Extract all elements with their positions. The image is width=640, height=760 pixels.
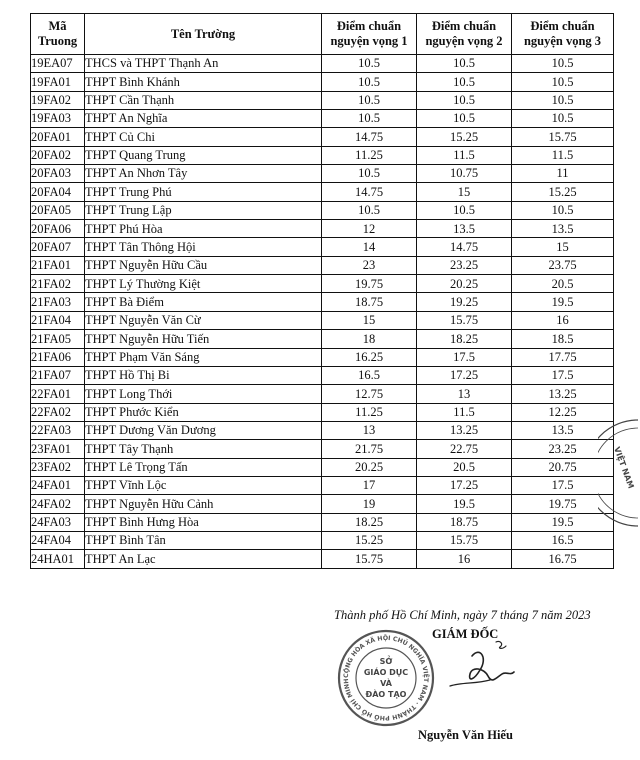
- school-name-cell: THPT Nguyễn Hữu Cảnh: [85, 495, 322, 513]
- table-row: [31, 385, 614, 403]
- table-row: [31, 550, 614, 568]
- signer-name: Nguyễn Văn Hiếu: [418, 728, 513, 742]
- school-code-cell: 20FA03: [31, 165, 85, 183]
- school-name-cell: THPT Trung Lập: [85, 201, 322, 219]
- score-nv1-cell: 18.75: [322, 293, 417, 311]
- school-name-cell: THPT Lý Thường Kiệt: [85, 275, 322, 293]
- table-row: [31, 165, 614, 183]
- side-seal-fragment: [598, 418, 640, 528]
- school-name-cell: THPT Tây Thạnh: [85, 440, 322, 458]
- school-name-cell: THPT Trung Phú: [85, 183, 322, 201]
- table-row: [31, 421, 614, 439]
- table-row: [31, 146, 614, 164]
- school-code-cell: 19EA07: [31, 55, 85, 73]
- table-row: [31, 256, 614, 274]
- table-row: [31, 275, 614, 293]
- school-name-cell: THPT Long Thới: [85, 385, 322, 403]
- score-nv2-cell: 10.75: [417, 165, 512, 183]
- score-nv3-cell: 19.75: [512, 495, 614, 513]
- school-name-cell: THPT Bà Điểm: [85, 293, 322, 311]
- school-code-cell: 24FA01: [31, 476, 85, 494]
- school-code-cell: 24FA03: [31, 513, 85, 531]
- school-code-cell: 21FA04: [31, 311, 85, 329]
- score-nv1-cell: 19.75: [322, 275, 417, 293]
- table-body: [31, 55, 614, 569]
- school-name-cell: THPT Quang Trung: [85, 146, 322, 164]
- score-nv2-cell: 17.25: [417, 476, 512, 494]
- score-nv2-cell: 15.75: [417, 311, 512, 329]
- score-nv1-cell: 14.75: [322, 128, 417, 146]
- table-row: [31, 201, 614, 219]
- table-row: [31, 110, 614, 128]
- school-name-cell: THPT An Nhơn Tây: [85, 165, 322, 183]
- score-nv3-cell: 13.5: [512, 421, 614, 439]
- table-row: [31, 476, 614, 494]
- school-code-cell: 21FA03: [31, 293, 85, 311]
- score-nv3-cell: 16: [512, 311, 614, 329]
- score-nv1-cell: 11.25: [322, 146, 417, 164]
- score-nv1-cell: 14.75: [322, 183, 417, 201]
- score-nv3-cell: 11: [512, 165, 614, 183]
- score-nv2-cell: 13.25: [417, 421, 512, 439]
- place-date-line: Thành phố Hồ Chí Minh, ngày 7 tháng 7 năm 2023: [334, 608, 591, 622]
- score-nv2-cell: 15: [417, 183, 512, 201]
- school-name-cell: THPT Lê Trọng Tấn: [85, 458, 322, 476]
- school-code-cell: 21FA06: [31, 348, 85, 366]
- score-nv1-cell: 10.5: [322, 55, 417, 73]
- school-code-cell: 20FA02: [31, 146, 85, 164]
- table-row: [31, 330, 614, 348]
- score-nv2-cell: 11.5: [417, 146, 512, 164]
- school-name-cell: THCS và THPT Thạnh An: [85, 55, 322, 73]
- score-nv3-cell: 10.5: [512, 55, 614, 73]
- table-row: [31, 495, 614, 513]
- school-code-cell: 24FA04: [31, 531, 85, 549]
- school-code-cell: 20FA04: [31, 183, 85, 201]
- school-code-cell: 20FA06: [31, 220, 85, 238]
- score-nv1-cell: 12: [322, 220, 417, 238]
- school-code-cell: 23FA02: [31, 458, 85, 476]
- admission-score-table: [30, 13, 614, 569]
- score-nv2-cell: 22.75: [417, 440, 512, 458]
- score-nv1-cell: 10.5: [322, 73, 417, 91]
- score-nv3-cell: 12.25: [512, 403, 614, 421]
- score-nv3-cell: 23.25: [512, 440, 614, 458]
- score-nv1-cell: 14: [322, 238, 417, 256]
- school-code-cell: 24FA02: [31, 495, 85, 513]
- school-code-cell: 22FA01: [31, 385, 85, 403]
- score-nv1-cell: 16.5: [322, 366, 417, 384]
- score-nv2-cell: 11.5: [417, 403, 512, 421]
- handwritten-signature: [410, 638, 520, 708]
- score-nv1-cell: 12.75: [322, 385, 417, 403]
- score-nv2-cell: 10.5: [417, 55, 512, 73]
- score-nv2-cell: 15.25: [417, 128, 512, 146]
- score-nv1-cell: 10.5: [322, 110, 417, 128]
- table-row: [31, 513, 614, 531]
- school-name-cell: THPT An Nghĩa: [85, 110, 322, 128]
- score-nv1-cell: 15: [322, 311, 417, 329]
- stamp-ring-text: CỘNG HÒA XÃ HỘI CHỦ NGHĨA VIỆT NAM · THÀNH PHỐ HỒ CHÍ MINH: [342, 634, 430, 722]
- director-title: GIÁM ĐỐC: [432, 627, 499, 641]
- school-name-cell: THPT An Lạc: [85, 550, 322, 568]
- score-nv1-cell: 10.5: [322, 165, 417, 183]
- table-row: [31, 183, 614, 201]
- score-nv3-cell: 10.5: [512, 110, 614, 128]
- table-row: [31, 348, 614, 366]
- score-nv2-cell: 17.5: [417, 348, 512, 366]
- table-row: [31, 220, 614, 238]
- school-name-cell: THPT Tân Thông Hội: [85, 238, 322, 256]
- score-nv2-cell: 10.5: [417, 201, 512, 219]
- table-row: [31, 128, 614, 146]
- score-nv1-cell: 15.75: [322, 550, 417, 568]
- table-row: [31, 55, 614, 73]
- school-code-cell: 19FA01: [31, 73, 85, 91]
- header-score-nv1: Điểm chuẩn nguyện vọng 1: [322, 14, 417, 55]
- score-nv3-cell: 11.5: [512, 146, 614, 164]
- signature-block: [320, 608, 620, 758]
- score-nv3-cell: 10.5: [512, 201, 614, 219]
- table-row: [31, 403, 614, 421]
- stamp-line-4: ĐÀO TẠO: [365, 690, 407, 699]
- score-nv3-cell: 15.75: [512, 128, 614, 146]
- score-nv3-cell: 16.5: [512, 531, 614, 549]
- score-nv2-cell: 18.25: [417, 330, 512, 348]
- score-nv3-cell: 23.75: [512, 256, 614, 274]
- header-school-name: Tên Trường: [85, 14, 322, 55]
- score-nv2-cell: 13.5: [417, 220, 512, 238]
- school-name-cell: THPT Dương Văn Dương: [85, 421, 322, 439]
- table-row: [31, 440, 614, 458]
- score-nv1-cell: 10.5: [322, 91, 417, 109]
- table-row: [31, 531, 614, 549]
- school-name-cell: THPT Vĩnh Lộc: [85, 476, 322, 494]
- score-nv1-cell: 18.25: [322, 513, 417, 531]
- score-nv2-cell: 19.5: [417, 495, 512, 513]
- school-code-cell: 19FA03: [31, 110, 85, 128]
- score-nv3-cell: 15.25: [512, 183, 614, 201]
- school-name-cell: THPT Nguyễn Hữu Cầu: [85, 256, 322, 274]
- school-name-cell: THPT Bình Hưng Hòa: [85, 513, 322, 531]
- table-row: [31, 366, 614, 384]
- side-seal-text: VIỆT NAM: [612, 445, 636, 490]
- score-nv3-cell: 17.5: [512, 476, 614, 494]
- header-score-nv3: Điểm chuẩn nguyện vọng 3: [512, 14, 614, 55]
- score-nv1-cell: 15.25: [322, 531, 417, 549]
- score-nv3-cell: 10.5: [512, 91, 614, 109]
- school-name-cell: THPT Bình Tân: [85, 531, 322, 549]
- header-score-nv2: Điểm chuẩn nguyện vọng 2: [417, 14, 512, 55]
- school-code-cell: 20FA05: [31, 201, 85, 219]
- score-nv2-cell: 13: [417, 385, 512, 403]
- score-nv3-cell: 13.5: [512, 220, 614, 238]
- score-nv2-cell: 20.5: [417, 458, 512, 476]
- score-nv3-cell: 10.5: [512, 73, 614, 91]
- stamp-line-3: VÀ: [380, 679, 392, 688]
- score-nv1-cell: 11.25: [322, 403, 417, 421]
- score-nv3-cell: 15: [512, 238, 614, 256]
- score-nv3-cell: 20.75: [512, 458, 614, 476]
- school-code-cell: 21FA02: [31, 275, 85, 293]
- stamp-line-2: GIÁO DỤC: [363, 668, 409, 677]
- score-nv2-cell: 10.5: [417, 110, 512, 128]
- school-code-cell: 21FA05: [31, 330, 85, 348]
- score-nv2-cell: 19.25: [417, 293, 512, 311]
- school-code-cell: 19FA02: [31, 91, 85, 109]
- header-school-code: Mã Truong: [31, 14, 85, 55]
- school-name-cell: THPT Phước Kiển: [85, 403, 322, 421]
- school-code-cell: 22FA03: [31, 421, 85, 439]
- table-header-row: [31, 14, 614, 55]
- school-name-cell: THPT Hồ Thị Bi: [85, 366, 322, 384]
- school-name-cell: THPT Cần Thạnh: [85, 91, 322, 109]
- score-nv2-cell: 18.75: [417, 513, 512, 531]
- score-nv3-cell: 17.75: [512, 348, 614, 366]
- table-row: [31, 238, 614, 256]
- score-nv1-cell: 13: [322, 421, 417, 439]
- table-row: [31, 73, 614, 91]
- score-nv3-cell: 17.5: [512, 366, 614, 384]
- score-nv2-cell: 16: [417, 550, 512, 568]
- score-nv1-cell: 18: [322, 330, 417, 348]
- score-nv2-cell: 15.75: [417, 531, 512, 549]
- score-nv2-cell: 17.25: [417, 366, 512, 384]
- table-row: [31, 311, 614, 329]
- school-code-cell: 21FA07: [31, 366, 85, 384]
- score-nv3-cell: 13.25: [512, 385, 614, 403]
- table-row: [31, 458, 614, 476]
- school-code-cell: 22FA02: [31, 403, 85, 421]
- score-nv2-cell: 23.25: [417, 256, 512, 274]
- school-name-cell: THPT Nguyễn Văn Cừ: [85, 311, 322, 329]
- score-nv3-cell: 19.5: [512, 513, 614, 531]
- school-name-cell: THPT Phú Hòa: [85, 220, 322, 238]
- table-row: [31, 91, 614, 109]
- table-row: [31, 293, 614, 311]
- school-code-cell: 20FA01: [31, 128, 85, 146]
- score-nv3-cell: 19.5: [512, 293, 614, 311]
- school-code-cell: 21FA01: [31, 256, 85, 274]
- score-nv2-cell: 14.75: [417, 238, 512, 256]
- school-name-cell: THPT Phạm Văn Sáng: [85, 348, 322, 366]
- score-nv1-cell: 16.25: [322, 348, 417, 366]
- score-nv1-cell: 23: [322, 256, 417, 274]
- school-name-cell: THPT Nguyễn Hữu Tiến: [85, 330, 322, 348]
- score-nv3-cell: 18.5: [512, 330, 614, 348]
- score-nv1-cell: 21.75: [322, 440, 417, 458]
- score-nv3-cell: 16.75: [512, 550, 614, 568]
- score-nv1-cell: 20.25: [322, 458, 417, 476]
- school-code-cell: 23FA01: [31, 440, 85, 458]
- school-name-cell: THPT Củ Chi: [85, 128, 322, 146]
- score-nv3-cell: 20.5: [512, 275, 614, 293]
- school-code-cell: 20FA07: [31, 238, 85, 256]
- score-nv2-cell: 20.25: [417, 275, 512, 293]
- score-nv2-cell: 10.5: [417, 91, 512, 109]
- school-code-cell: 24HA01: [31, 550, 85, 568]
- school-name-cell: THPT Bình Khánh: [85, 73, 322, 91]
- score-nv1-cell: 10.5: [322, 201, 417, 219]
- stamp-line-1: SỞ: [379, 657, 393, 666]
- score-nv1-cell: 19: [322, 495, 417, 513]
- score-nv2-cell: 10.5: [417, 73, 512, 91]
- score-nv1-cell: 17: [322, 476, 417, 494]
